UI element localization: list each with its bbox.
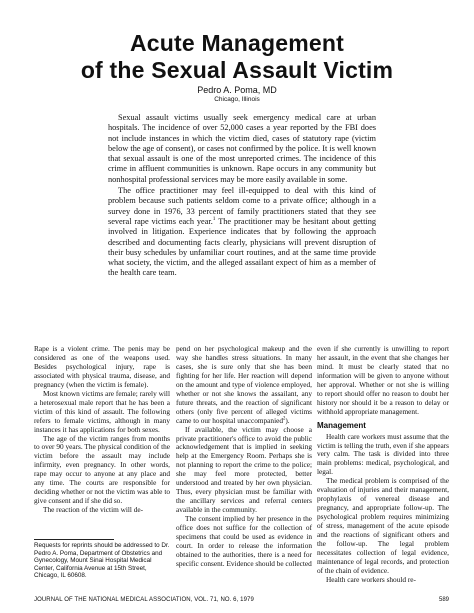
body-paragraph: Health care workers should re-: [326, 574, 416, 584]
section-heading: Management: [317, 420, 366, 430]
body-column-1: [34, 345, 170, 515]
body-paragraph: The reaction of the victim will de-: [43, 505, 144, 515]
body-paragraph: Rape is a violent crime. The penis may be considered as one of the weapons used. Besides psychological injury, rape is associated with physical trauma, disease, and pregnancy (when the victim is female).: [34, 344, 170, 389]
article-title: [0, 30, 474, 84]
body-paragraph: The age of the victim ranges from months to over 90 years. The physical condition of the victim before the assault may include infirmity, even pregnancy. In other words, rape may occur to anyone at any place and any time. The courts are responsible for deciding whether or not the victim was able to give consent and if she did so.: [34, 433, 170, 506]
body-paragraph: The medical problem is comprised of the evaluation of injuries and their management, prophylaxis of venereal disease and pregnancy, and appropriate follow-up. The psychological problem requires minimizing of stress, management of the acute episode and the reactions of significant others and the follow-up. The legal problem necessitates collection of legal evidence, maintenance of legal records, and protection of the chain of evidence.: [317, 476, 449, 575]
abstract-paragraph: Sexual assault victims usually seek emergency medical care at urban hospitals. The incidence of over 52,000 cases a year reported by the FBI does not include instances in which the victim died, cases of statutory rape (victim below the age of consent), or cases not confirmed by the police. It is well known that sexual assault is one of the most unreported crimes. The incidence of this crime in affluent communities is unknown. Rape occurs in any community but nonhospital professional services may be more easily available in some.: [108, 113, 376, 184]
body-paragraph: If available, the victim may choose a private practitioner's office to avoid the public acknowledgement that is implied in seeking help at the Emergency Room. Perhaps she is not planning to report the crime to the police; she may feel more protected, better understood and treated by her own physician. Thus, every physician must be familiar with the ancillary services and referral centers available in the community.: [176, 424, 312, 515]
abstract-paragraph: The office practitioner may feel ill-equipped to deal with this kind of problem because such patients seldom come to a private office; although in a survey done in 1976, 33 percent of family practitioners stated that they see several rape victims each year.$^1$ The practitioner may be hesitant about getting involved in litigation. Experience indicates that by following the approach described and documenting facts clearly, physicians will prevent disruption of their busy schedules by unfamiliar court routines, and at the same time provide what society, the victim, and the alleged assailant expect of him as a member of the health care team.: [108, 186, 376, 278]
author-affiliation: Chicago, Illinois: [214, 96, 260, 103]
footnote-divider: [34, 539, 114, 540]
reference-marker: 2: [282, 416, 286, 422]
journal-footer: JOURNAL OF THE NATIONAL MEDICAL ASSOCIATION, VOL. 71, NO. 6, 1979: [34, 597, 254, 603]
reference-marker: 1: [212, 216, 216, 223]
title-line-2: of the Sexual Assault Victim: [80, 57, 394, 83]
body-column-3: [317, 345, 449, 585]
title-line-1: Acute Management: [129, 30, 345, 56]
abstract: [108, 113, 376, 279]
body-paragraph: The consent implied by her presence in the office does not suffice for the collection of specimens that could be used as evidence in court. In order to release the information obtained to the authorities, there is a need for specific consent. Evidence should be collected: [176, 514, 312, 568]
body-paragraph: Health care workers must assume that the victim is telling the truth, even if she appears very calm. The task is divided into three main problems: medical, psychological, and legal.: [317, 431, 449, 477]
author-name: Pedro A. Poma, MD: [197, 85, 277, 95]
body-paragraph: Most known victims are female; rarely will a heterosexual male report that he has been a victim of this kind of assault. The following refers to female victims, although in many instances it has applications for both sexes.: [34, 388, 170, 434]
body-paragraph: pend on her psychological makeup and the way she handles stress situations. In many cases, she is sure only that she has been fighting for her life. Her reaction will depend on the amount and type of violence employed, whether or not she knows the assailant, any future threats, and the reaction of significant others (only five percent of alleged victims came to our hospital unaccompanied$^2$).: [176, 344, 312, 425]
reprint-footnote: Requests for reprints should be addressed to Dr. Pedro A. Poma, Department of Obstetrics and Gynecology, Mount Sinai Hospital Medical Center, California Avenue at 15th Street, Chicago, IL 60608.: [34, 542, 170, 580]
page-number: 589: [438, 597, 449, 603]
body-paragraph: even if she currently is unwilling to report her assault, in the event that she changes her mind. It must be clearly stated that no information will be given to anyone without her approval. Whether or not she is willing to report should offer no reason to doubt her history nor should it be a reason to delay or withhold appropriate management.: [317, 344, 449, 416]
body-column-2: [176, 345, 312, 569]
